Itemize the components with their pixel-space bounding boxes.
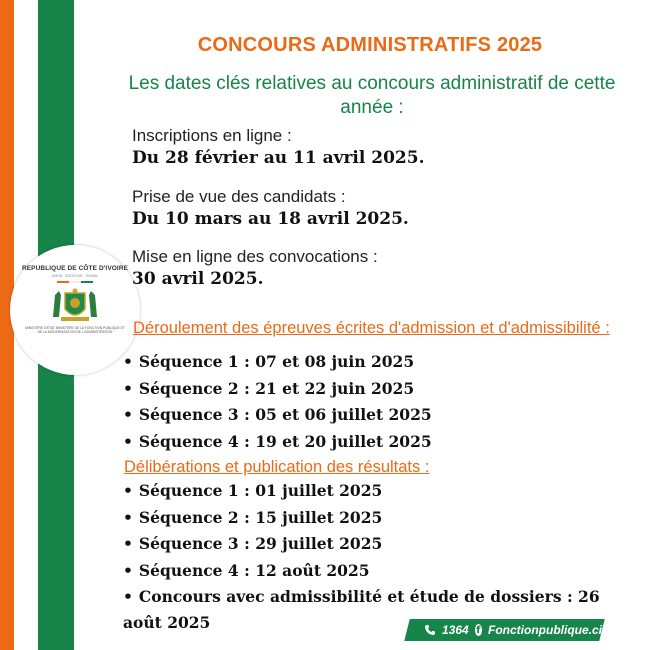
emblem-ministry: MINISTÈRE D'ÉTAT MINISTÈRE DE LA FONCTION PUBLIQUE ET DE LA MODERNISATION DE L'ADMINISTRATION xyxy=(25,326,125,335)
key-date-convocations xyxy=(132,246,612,290)
emblem-tricolor xyxy=(57,281,93,283)
list-item: • Séquence 1 : 01 juillet 2025 xyxy=(123,478,623,505)
key-date-value: 30 avril 2025. xyxy=(132,269,264,289)
key-date-label: Inscriptions en ligne : xyxy=(132,126,292,145)
emblem-motto: UNION - DISCIPLINE - TRAVAIL xyxy=(51,274,99,278)
key-date-label: Mise en ligne des convocations : xyxy=(132,247,378,266)
list-item: • Séquence 2 : 21 et 22 juin 2025 xyxy=(123,376,623,403)
written-exams-list xyxy=(123,349,623,455)
page-subtitle: Les dates clés relatives au concours administratif de cette année : xyxy=(128,73,616,118)
list-item: • Séquence 3 : 05 et 06 juillet 2025 xyxy=(123,402,623,429)
footer-website[interactable]: Fonctionpublique.ci xyxy=(488,623,602,637)
list-item: • Séquence 2 : 15 juillet 2025 xyxy=(123,505,623,532)
key-date-label: Prise de vue des candidats : xyxy=(132,187,346,206)
key-date-registration xyxy=(132,125,612,169)
list-item: • Concours avec admissibilité et étude de dossiers : 26 août 2025 xyxy=(123,584,603,635)
footer-contact xyxy=(412,619,602,641)
page-title: CONCOURS ADMINISTRATIFS 2025 xyxy=(197,34,543,56)
list-item: • Séquence 4 : 19 et 20 juillet 2025 xyxy=(123,429,623,456)
key-date-photo xyxy=(132,186,612,230)
coat-of-arms-icon xyxy=(47,287,103,323)
list-item: • Séquence 1 : 07 et 08 juin 2025 xyxy=(123,349,623,376)
footer-phone[interactable]: 1364 xyxy=(442,623,469,637)
list-item: • Séquence 3 : 29 juillet 2025 xyxy=(123,531,623,558)
results-list xyxy=(123,478,623,635)
phone-icon xyxy=(424,624,436,636)
results-heading: Délibérations et publication des résultats : xyxy=(124,458,430,476)
key-date-value: Du 10 mars au 18 avril 2025. xyxy=(132,209,409,229)
key-date-value: Du 28 février au 11 avril 2025. xyxy=(132,148,425,168)
coat-of-arms-emblem xyxy=(10,245,140,375)
list-item: • Séquence 4 : 12 août 2025 xyxy=(123,558,623,585)
emblem-title: REPUBLIQUE DE CÔTE D'IVOIRE xyxy=(21,265,129,272)
written-exams-heading: Déroulement des épreuves écrites d'admission et d'admissibilité : xyxy=(133,319,610,337)
facebook-icon: f xyxy=(476,624,481,636)
